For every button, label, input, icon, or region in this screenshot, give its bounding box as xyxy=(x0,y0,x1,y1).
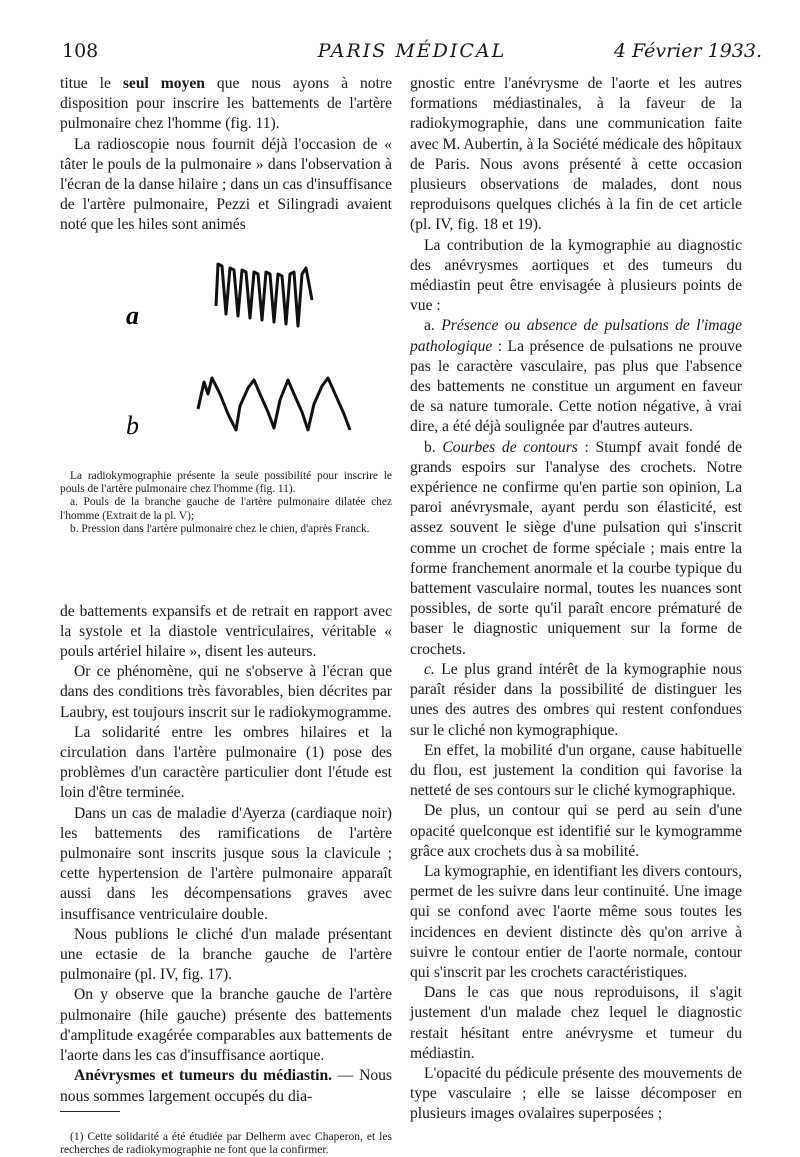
footnote-rule xyxy=(60,1111,120,1112)
paragraph: De plus, un contour qui se perd au sein d'une opacité quelconque est identifié sur le kymogramme grâce aux crochets dus à sa mobilité. xyxy=(410,802,742,860)
paragraph: Dans un cas de maladie d'Ayerza (cardiaque noir) les battements des ramifications de l'artère pulmonaire sont inscrits jusque sous la clavicule ; cette hypertension de l'artère pulmonaire apparaît aussi dans les décompensations graves avec insuffisance ventriculaire double. xyxy=(60,804,392,923)
figure-11 xyxy=(60,244,392,596)
caption-a: a. Pouls de la branche gauche de l'artère pulmonaire dilatée chez l'homme (Extrait de la pl. V); xyxy=(60,496,392,522)
trace-a-pulse-wave xyxy=(216,264,312,326)
paragraph: La contribution de la kymographie au diagnostic des anévrysmes aortiques et des tumeurs du médiastin peut être envisagée à plusieurs points de vue : xyxy=(410,236,742,315)
paragraph: L'opacité du pédicule présente des mouvements de type vasculaire ; elle se laisse décomposer en plusieurs images ovalaires superposées ; xyxy=(410,1064,742,1123)
left-column xyxy=(60,74,392,1157)
paragraph: Or ce phénomène, qui ne s'observe à l'écran que dans des conditions très favorables, bien décrites par Laubry, est toujours inscrit sur le radiokymogramme. xyxy=(60,663,392,721)
figure-caption xyxy=(60,470,392,537)
paragraph: La solidarité entre les ombres hilaires et la circulation dans l'artère pulmonaire (1) pose des problèmes d'un caractère particulier dont l'étude est loin d'être terminée. xyxy=(60,723,392,802)
trace-b-pressure-curve xyxy=(198,378,350,430)
paragraph: Dans le cas que nous reproduisons, il s'agit justement d'un malade chez lequel le diagnostic restait hésitant entre anévrysme et tumeur du médiastin. xyxy=(410,984,742,1062)
issue-date: 4 Février 1933. xyxy=(613,40,762,62)
paragraph: En effet, la mobilité d'un organe, cause habituelle du flou, est justement la condition qui favorise la netteté de ses contours sur le cliché kymographique. xyxy=(410,741,742,800)
paragraph: c. Le plus grand intérêt de la kymographie nous paraît résider dans la possibilité de distinguer les unes des autres des ombres qui restent confondues sur le cliché non kymographique. xyxy=(410,660,742,739)
paragraph: de battements expansifs et de retrait en rapport avec la systole et la diastole ventriculaires, véritable « pouls artériel hilaire », disent les auteurs. xyxy=(60,602,392,661)
trace-label-b: b xyxy=(126,410,139,440)
paragraph: b. Courbes de contours : Stumpf avait fondé de grands espoirs sur l'analyse des crochets. Notre expérience ne confirme qu'en partie son opinion, La paroi anévrysmale, ayant perdu son élasticité, est assez souvent le siège d'une pulsation qui s'inscrit comme un crochet de forme spéciale ; mais entre la forme franchement anormale et la courbe typique du battement vasculaire normal, toutes les nuances sont possibles, de sorte qu'il paraît encore prématuré de baser le diagnostic uniquement sur la forme de crochets. xyxy=(410,438,743,658)
page-number: 108 xyxy=(62,40,99,62)
section-heading: Anévrysmes et tumeurs du médiastin. xyxy=(74,1067,333,1085)
paragraph: On y observe que la branche gauche de l'artère pulmonaire (hile gauche) présente des battements d'amplitude exagérée comparables aux battements de l'aorte dans les cas d'insuffisance aortique. xyxy=(60,986,392,1065)
paragraph: titue le seul moyen que nous ayons à notre disposition pour inscrire les battements de l'artère pulmonaire chez l'homme (fig. 11). xyxy=(60,75,392,133)
paragraph: La radioscopie nous fournit déjà l'occasion de « tâter le pouls de la pulmonaire » dans l'observation à l'écran de la danse hilaire ; dans un cas d'insuffisance de l'artère pulmonaire, Pezzi et Silingradi avaient noté que les hiles sont animés xyxy=(60,135,392,234)
paragraph: La kymographie, en identifiant les divers contours, permet de les suivre dans leur continuité. Une image qui se confond avec l'aorte même sous toutes les incidences en devient distincte dès qu'on arrive à suivre le contour entier de l'aorte normale, contour qui s'inscrit par les crochets caractéristiques. xyxy=(410,862,742,981)
trace-label-a: a xyxy=(126,300,139,330)
journal-title: PARIS MÉDICAL xyxy=(317,40,507,62)
paragraph: Nous publions le cliché d'un malade présentant une ectasie de la branche gauche de l'artère pulmonaire (pl. IV, fig. 17). xyxy=(60,925,392,984)
right-column xyxy=(410,74,742,1125)
kymograph-traces xyxy=(60,244,392,464)
paragraph: a. Présence ou absence de pulsations de l'image pathologique : La présence de pulsations ne prouve pas le caractère vasculaire, pas plus que l'absence des battements ne constitue un argument en faveur de sa nature tumorale. Cette notion négative, à vrai dire, a été déjà soulignée par d'autres auteurs. xyxy=(410,317,742,436)
paragraph: gnostic entre l'anévrysme de l'aorte et les autres formations médiastinales, à la faveur de la radiokymographie, dans une communication faite avec M. Aubertin, à la Société médicale des hôpitaux de Paris. Nous avons présenté à cette occasion plusieurs observations de malades, dont nous reproduisons quelques clichés à la fin de cet article (pl. IV, fig. 18 et 19). xyxy=(410,75,742,234)
page-header xyxy=(62,40,762,70)
footnote: (1) Cette solidarité a été étudiée par Delherm avec Chaperon, et les recherches de radiokymographie ne font que la confirmer. xyxy=(60,1129,392,1157)
caption-b: b. Pression dans l'artère pulmonaire chez le chien, d'après Franck. xyxy=(70,523,370,536)
section-heading-paragraph: Anévrysmes et tumeurs du médiastin. — Nous nous sommes largement occupés du dia- xyxy=(60,1067,392,1105)
caption-main: La radiokymographie présente la seule possibilité pour inscrire le pouls de l'artère pulmonaire chez l'homme (fig. 11). xyxy=(60,469,392,496)
